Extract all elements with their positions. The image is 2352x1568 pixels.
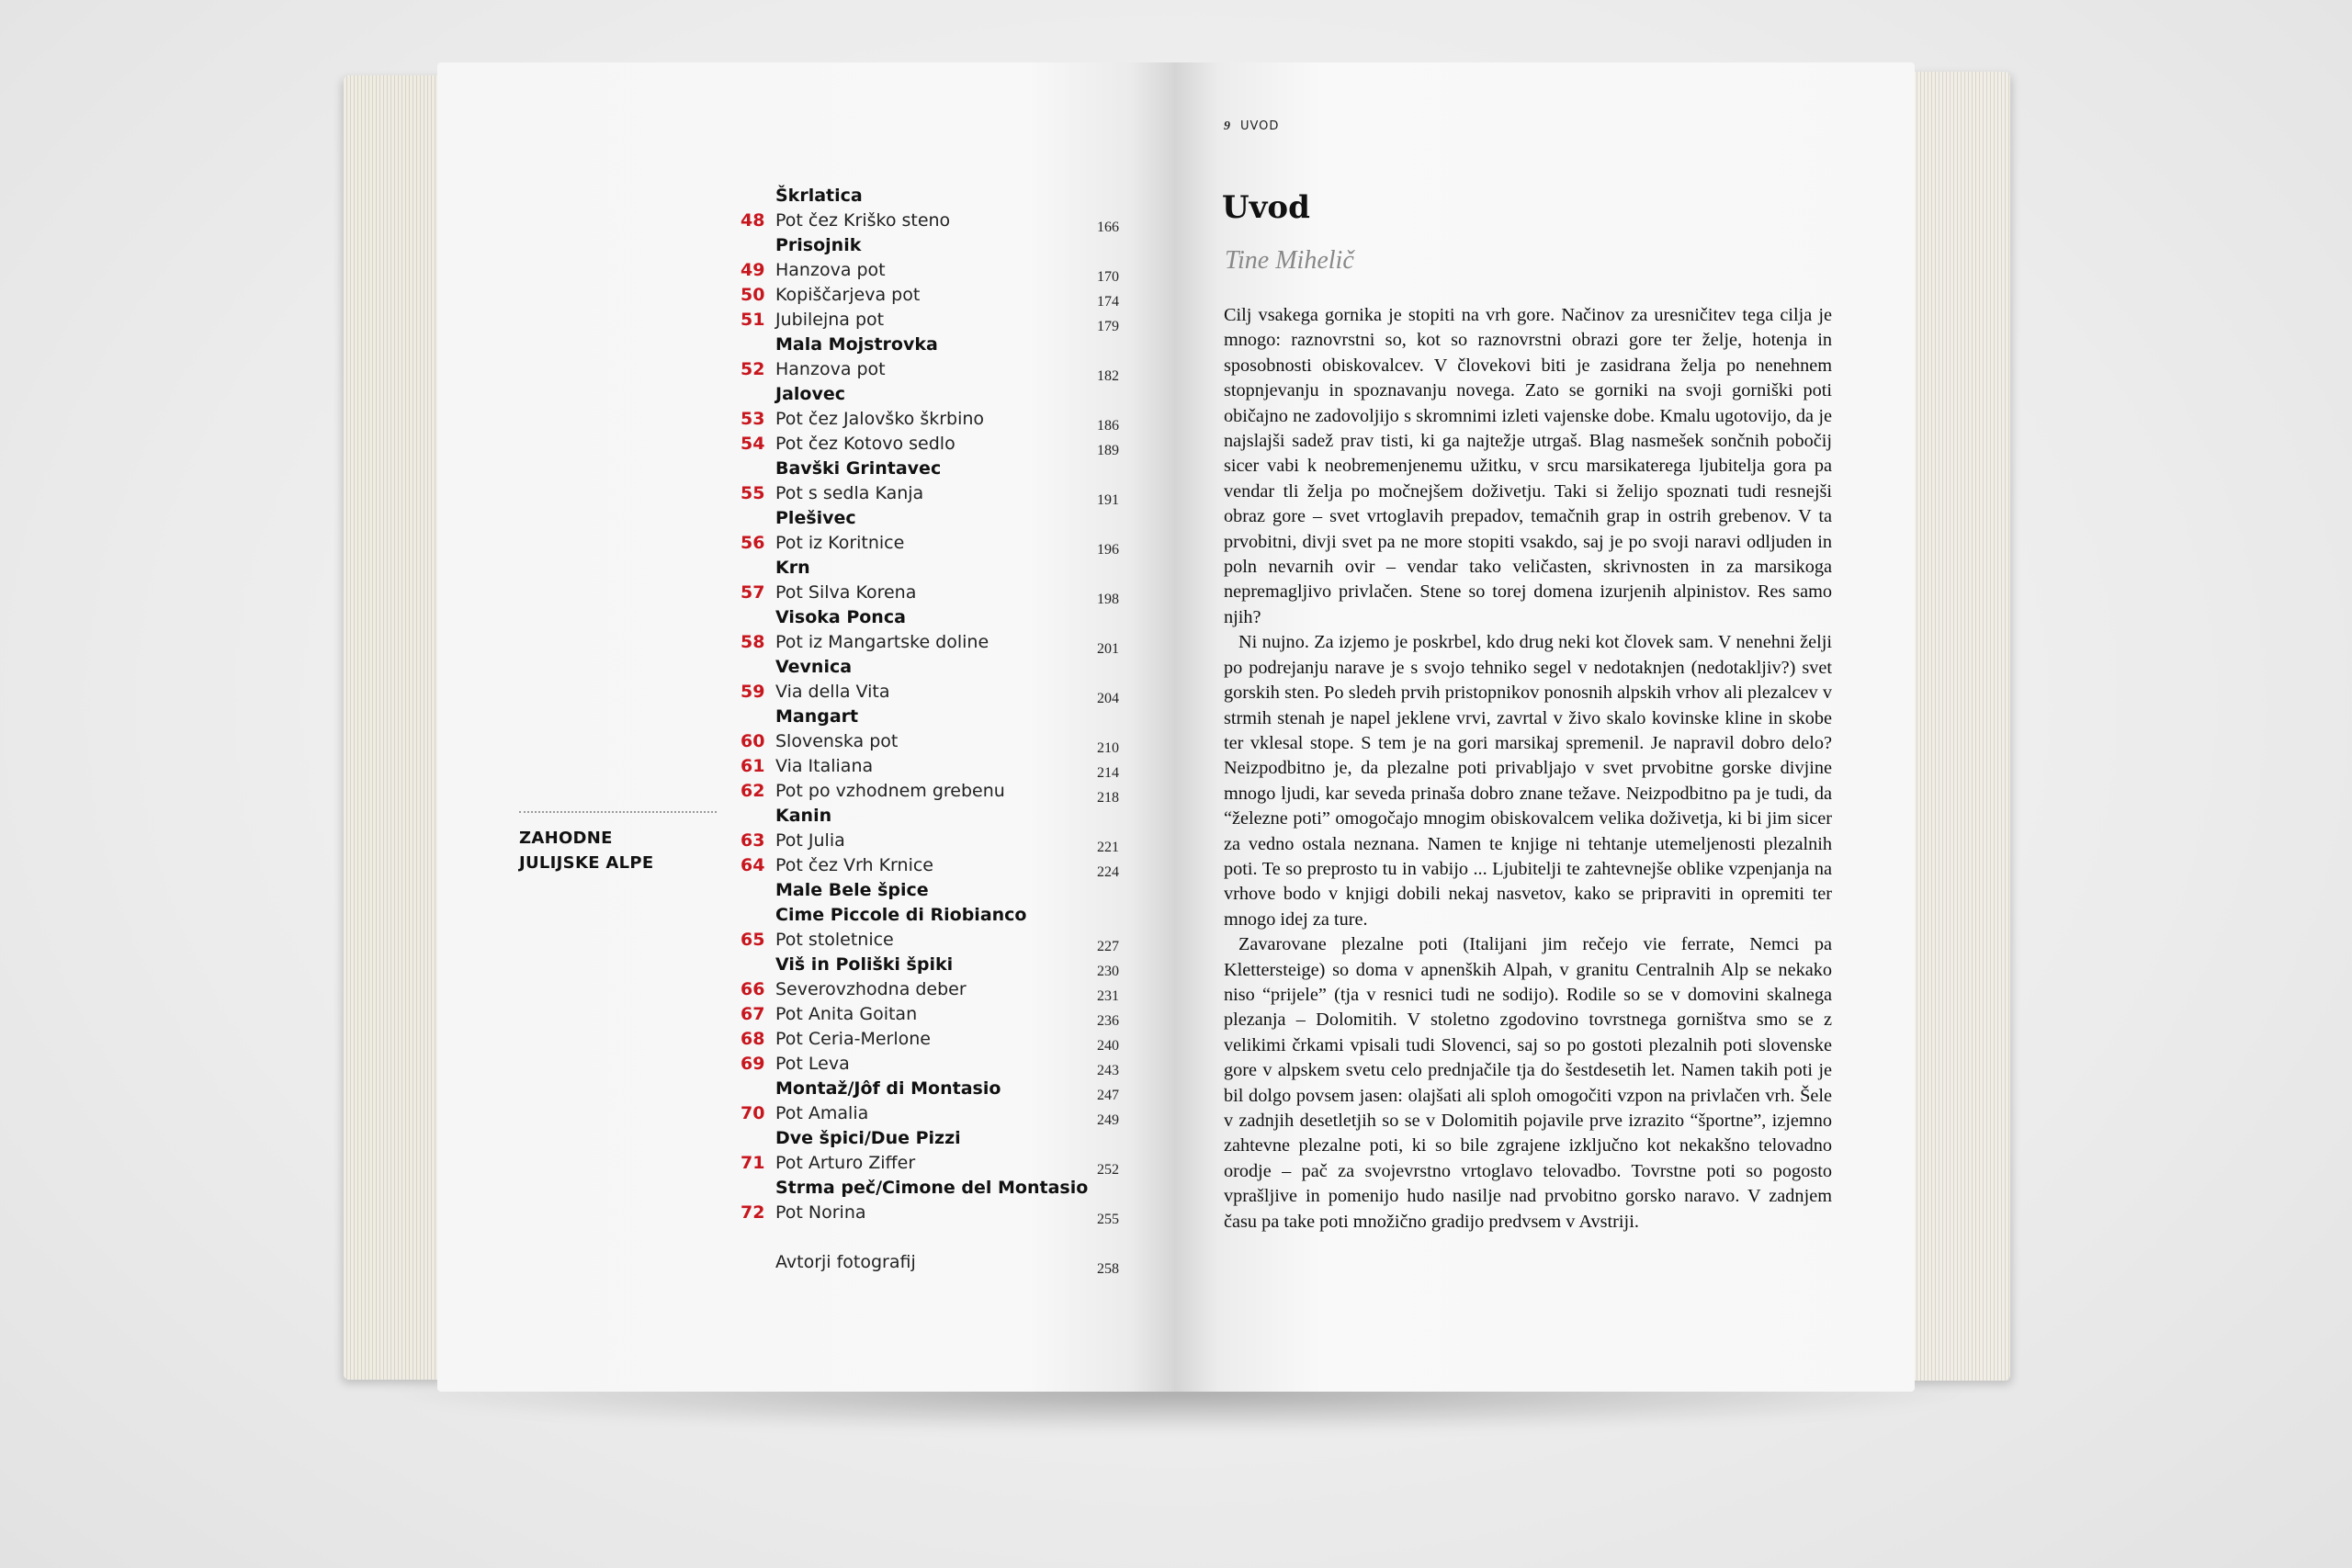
toc-heading-title: Plešivec	[775, 508, 856, 528]
toc-entry-page: 231	[1097, 988, 1119, 1004]
toc-entry	[741, 308, 1126, 333]
toc-entry-number: 56	[741, 533, 765, 553]
toc-heading-title: Visoka Ponca	[775, 607, 906, 627]
toc-heading-title: Male Bele špice	[775, 880, 929, 900]
toc-entry-page: 258	[1097, 1261, 1119, 1277]
toc-heading	[741, 1077, 1126, 1101]
toc-entry-number: 59	[741, 682, 765, 702]
page-edges-right	[1902, 72, 2010, 1381]
toc-entry-page: 224	[1097, 864, 1119, 880]
toc-entry-page: 240	[1097, 1038, 1119, 1054]
toc-entry-page: 221	[1097, 840, 1119, 855]
toc-entry	[741, 754, 1126, 779]
toc-entry-number: 57	[741, 582, 765, 603]
toc-entry-title: Pot Norina	[775, 1202, 866, 1223]
toc-entry	[741, 258, 1126, 283]
chapter-title: Uvod	[1222, 189, 1310, 226]
toc-entry-number: 54	[741, 434, 765, 454]
toc-entry-page: 170	[1097, 269, 1119, 285]
toc-entry-page: 186	[1097, 418, 1119, 434]
toc-entry	[741, 853, 1126, 878]
toc-entry	[741, 1002, 1126, 1027]
toc-entry	[741, 407, 1126, 432]
toc-entry-title: Via Italiana	[775, 756, 874, 776]
toc-heading	[741, 233, 1126, 258]
toc-heading-title: Kanin	[775, 806, 832, 826]
paragraph: Ni nujno. Za izjemo je poskrbel, kdo drug neki kot človek sam. V nenehni želji po podrejanju narave je s svojo tehniko segel v nedotaknjen (nedotakljiv?) svet gorskih sten. Po sledeh prvih pristopnikov ponosnih alpskih vrhov ali plezalcev v strmih stenah je napel jeklene vrvi, zavrtal v živo skalo kovinske kline in skobe ter vklesal stope. S tem je na gori marsikaj spremenil. Je napravil dobro delo? Neizpodbitno je, da plezalne poti privabljajo v svet prvobitne gorske divjine mnogo ljudi, kar seveda prinaša dobro znane težave. Neizpodbitno pa je tudi, da “železne poti” omogočajo mnogim obiskovalcem velika doživetja, ki bi jim sicer za vedno ostala neznana. Namen te knjige ni tehtanje utemeljenosti plezalnih poti. Te so preprosto tu in vabijo ... Ljubitelji te zahtevnejše oblike vzpenjanja na vrhove bodo v knjigi dobili nekaj nasvetov, kako se pripraviti in opremiti ter mnogo idej za ture.	[1224, 632, 1832, 930]
toc-heading	[741, 184, 1126, 209]
toc-entry-page: 210	[1097, 740, 1119, 756]
toc-heading	[741, 382, 1126, 407]
toc-entry-title: Pot po vzhodnem grebenu	[775, 781, 1005, 801]
paragraph: Zavarovane plezalne poti (Italijani jim rečejo vie ferrate, Nemci pa Klettersteige) so doma v apnenških Alpah, v granitu Centralnih Alp se nekako niso “prijele” (tja v resnici tudi ne sodijo). Rodile so se v domovini skalnega plezanja – Dolomitih. V stoletno zgodovino tovrstnega gorništva smo se z velikimi črkami vpisali tudi Slovenci, saj so po gostoti plezalnih poti slovenske gore v alpskem svetu celo prednjačile tja do šestdesetih let. Namen takih poti je bil dolgo povsem jasen: olajšati ali sploh omogočiti vzpon na privlačen vrh. Šele v zadnjih desetletjih so se v Dolomitih pojavile prve izrazito “športne”, izjemno zahtevne plezalne poti, ki so bile zgrajene izključno kot nekakšno telovadno orodje – pač za svojevrstno vrtoglavo telovadbo. Tovrstne poti so pogosto vprašljive in pomenijo hudo nasilje nad prvobitno gorsko naravo. V zadnjem času pa take poti množično gradijo predvsem v Avstriji.	[1224, 934, 1832, 1232]
toc-entry-page: 191	[1097, 492, 1119, 508]
toc-entry-page: 189	[1097, 443, 1119, 458]
running-title: UVOD	[1240, 119, 1280, 133]
toc-entry-title: Pot iz Mangartske doline	[775, 632, 989, 652]
toc-entry-page: 247	[1097, 1088, 1119, 1103]
toc-entry	[741, 1052, 1126, 1077]
toc-heading-title: Škrlatica	[775, 186, 863, 206]
toc-heading	[741, 1126, 1126, 1151]
running-header	[1224, 119, 1279, 134]
toc-entry	[741, 1101, 1126, 1126]
toc-heading-title: Viš in Poliški špiki	[775, 954, 954, 975]
toc-heading	[741, 605, 1126, 630]
toc-entry-number: 64	[741, 855, 765, 875]
toc-entry-page: 204	[1097, 691, 1119, 706]
toc-entry	[741, 432, 1126, 457]
toc-entry-number: 68	[741, 1029, 765, 1049]
toc-heading-title: Montaž/Jôf di Montasio	[775, 1078, 1001, 1099]
toc-entry-title: Severovzhodna deber	[775, 979, 967, 999]
toc-entry-title: Hanzova pot	[775, 260, 886, 280]
toc-entry-number: 53	[741, 409, 765, 429]
toc-entry	[741, 357, 1126, 382]
region-label-line1: ZAHODNE	[519, 829, 613, 848]
toc-entry	[741, 531, 1126, 556]
chapter-author: Tine Mihelič	[1225, 246, 1354, 275]
toc-entry-page: 179	[1097, 319, 1119, 334]
page-number: 9	[1224, 119, 1231, 133]
toc-entry-title: Pot Amalia	[775, 1103, 869, 1123]
toc-entry	[741, 1250, 1126, 1275]
toc-entry-title: Pot čez Kriško steno	[775, 210, 951, 231]
toc-entry-number: 61	[741, 756, 765, 776]
toc-heading	[741, 705, 1126, 729]
toc-entry-title: Pot Silva Korena	[775, 582, 917, 603]
toc-entry	[741, 928, 1126, 953]
table-of-contents	[741, 184, 1126, 1275]
toc-heading-title: Vevnica	[775, 657, 853, 677]
toc-entry-number: 71	[741, 1153, 765, 1173]
toc-entry-page: 182	[1097, 368, 1119, 384]
toc-heading-title: Dve špici/Due Pizzi	[775, 1128, 961, 1148]
toc-entry	[741, 977, 1126, 1002]
toc-entry	[741, 209, 1126, 233]
toc-entry-number: 72	[741, 1202, 765, 1223]
toc-entry-page: 230	[1097, 964, 1119, 979]
toc-entry-title: Pot Leva	[775, 1054, 850, 1074]
toc-entry-title: Avtorji fotografij	[775, 1252, 916, 1272]
toc-entry-page: 255	[1097, 1212, 1119, 1227]
toc-heading	[741, 556, 1126, 581]
toc-entry-title: Pot Anita Goitan	[775, 1004, 918, 1024]
toc-entry-page: 196	[1097, 542, 1119, 558]
region-label-line2: JULIJSKE ALPE	[519, 853, 654, 873]
toc-heading	[741, 333, 1126, 357]
toc-heading-title: Cime Piccole di Riobianco	[775, 905, 1027, 925]
toc-heading	[741, 804, 1126, 829]
toc-entry-page: 214	[1097, 765, 1119, 781]
toc-heading-title: Jalovec	[775, 384, 845, 404]
toc-heading-title: Mangart	[775, 706, 859, 727]
toc-entry-title: Pot Julia	[775, 830, 845, 851]
paragraph: Cilj vsakega gornika je stopiti na vrh gore. Načinov za uresničitev tega cilja je mnogo: raznovrstni so, kot so raznovrstni obrazi gore ter želje, hotenja in sposobnosti obiskovalcev. V človekovi biti je zasidrana želja po nenehnem stopnjevanju in spoznavanju novega. Zato se gorniki na svoji gorniški poti običajno ne zadovoljijo s skromnimi izleti vajenske dobe. Kmalu ugotovijo, da je najslajši sadež prav tisti, ki ga najtežje utrgaš. Blag nasmešek sončnih pobočij sicer vabi k neobremenjenemu užitku, v srcu marsikaterega ljubitelja gora pa vendar tli želja po močnejšem doživetju. Taki si želijo spoznati tudi resnejši obraz gore – svet vrtoglavih prepadov, temačnih grap in ostrih grebenov. V ta prvobitni, divji svet pa ne more stopiti vsakdo, saj je po svoji naravi odljuden in poln nevarnih ovir – vendar tako veličasten, skrivnosten in za marsikoga nepremagljivo privlačen. Stene so torej domena izurjenih alpinistov. Res samo njih?	[1224, 305, 1832, 627]
toc-heading	[741, 457, 1126, 481]
toc-entry-page: 243	[1097, 1063, 1119, 1078]
toc-entry-title: Pot iz Koritnice	[775, 533, 905, 553]
toc-entry	[741, 630, 1126, 655]
toc-entry	[741, 779, 1126, 804]
toc-heading	[741, 655, 1126, 680]
toc-entry-title: Pot čez Jalovško škrbino	[775, 409, 985, 429]
toc-heading	[741, 953, 1126, 977]
page-edges-left	[344, 75, 445, 1380]
toc-heading	[741, 903, 1126, 928]
toc-entry-page: 174	[1097, 294, 1119, 310]
toc-entry-page: 198	[1097, 592, 1119, 607]
toc-entry-number: 50	[741, 285, 765, 305]
toc-heading-title: Mala Mojstrovka	[775, 334, 938, 355]
toc-entry-title: Pot Arturo Ziffer	[775, 1153, 916, 1173]
toc-entry-number: 51	[741, 310, 765, 330]
chapter-body	[1224, 303, 1832, 1235]
toc-entry-title: Jubilejna pot	[775, 310, 885, 330]
toc-heading-title: Strma peč/Cimone del Montasio	[775, 1178, 1089, 1198]
toc-heading	[741, 506, 1126, 531]
toc-entry	[741, 481, 1126, 506]
toc-entry-title: Pot čez Kotovo sedlo	[775, 434, 956, 454]
toc-entry-number: 55	[741, 483, 765, 503]
toc-entry	[741, 581, 1126, 605]
toc-entry-title: Via della Vita	[775, 682, 890, 702]
toc-entry-number: 62	[741, 781, 765, 801]
toc-entry-number: 65	[741, 930, 765, 950]
toc-entry-number: 67	[741, 1004, 765, 1024]
toc-entry-page: 227	[1097, 939, 1119, 954]
toc-entry-page: 201	[1097, 641, 1119, 657]
toc-entry-number: 66	[741, 979, 765, 999]
toc-heading-title: Prisojnik	[775, 235, 862, 255]
toc-entry-page: 249	[1097, 1112, 1119, 1128]
region-label	[519, 811, 717, 875]
toc-entry-number: 49	[741, 260, 765, 280]
toc-entry-number: 69	[741, 1054, 765, 1074]
toc-entry-title: Pot čez Vrh Krnice	[775, 855, 933, 875]
toc-entry	[741, 1027, 1126, 1052]
toc-heading-title: Bavški Grintavec	[775, 458, 942, 479]
toc-entry-page: 236	[1097, 1013, 1119, 1029]
toc-entry-page: 166	[1097, 220, 1119, 235]
toc-entry	[741, 1201, 1126, 1225]
toc-heading-title: Krn	[775, 558, 810, 578]
toc-entry-number: 60	[741, 731, 765, 751]
toc-entry-title: Pot Ceria-Merlone	[775, 1029, 931, 1049]
toc-entry	[741, 729, 1126, 754]
toc-entry	[741, 283, 1126, 308]
toc-entry-number: 52	[741, 359, 765, 379]
toc-heading	[741, 1176, 1126, 1201]
toc-entry	[741, 680, 1126, 705]
toc-entry	[741, 1151, 1126, 1176]
toc-entry-number: 63	[741, 830, 765, 851]
toc-entry-title: Hanzova pot	[775, 359, 886, 379]
toc-entry-number: 70	[741, 1103, 765, 1123]
toc-entry-page: 218	[1097, 790, 1119, 806]
toc-entry-title: Pot s sedla Kanja	[775, 483, 924, 503]
toc-heading	[741, 878, 1126, 903]
toc-entry-number: 48	[741, 210, 765, 231]
toc-entry-title: Kopiščarjeva pot	[775, 285, 921, 305]
toc-entry-title: Pot stoletnice	[775, 930, 894, 950]
toc-entry-number: 58	[741, 632, 765, 652]
toc-entry	[741, 829, 1126, 853]
toc-entry-page: 252	[1097, 1162, 1119, 1178]
toc-entry-title: Slovenska pot	[775, 731, 899, 751]
